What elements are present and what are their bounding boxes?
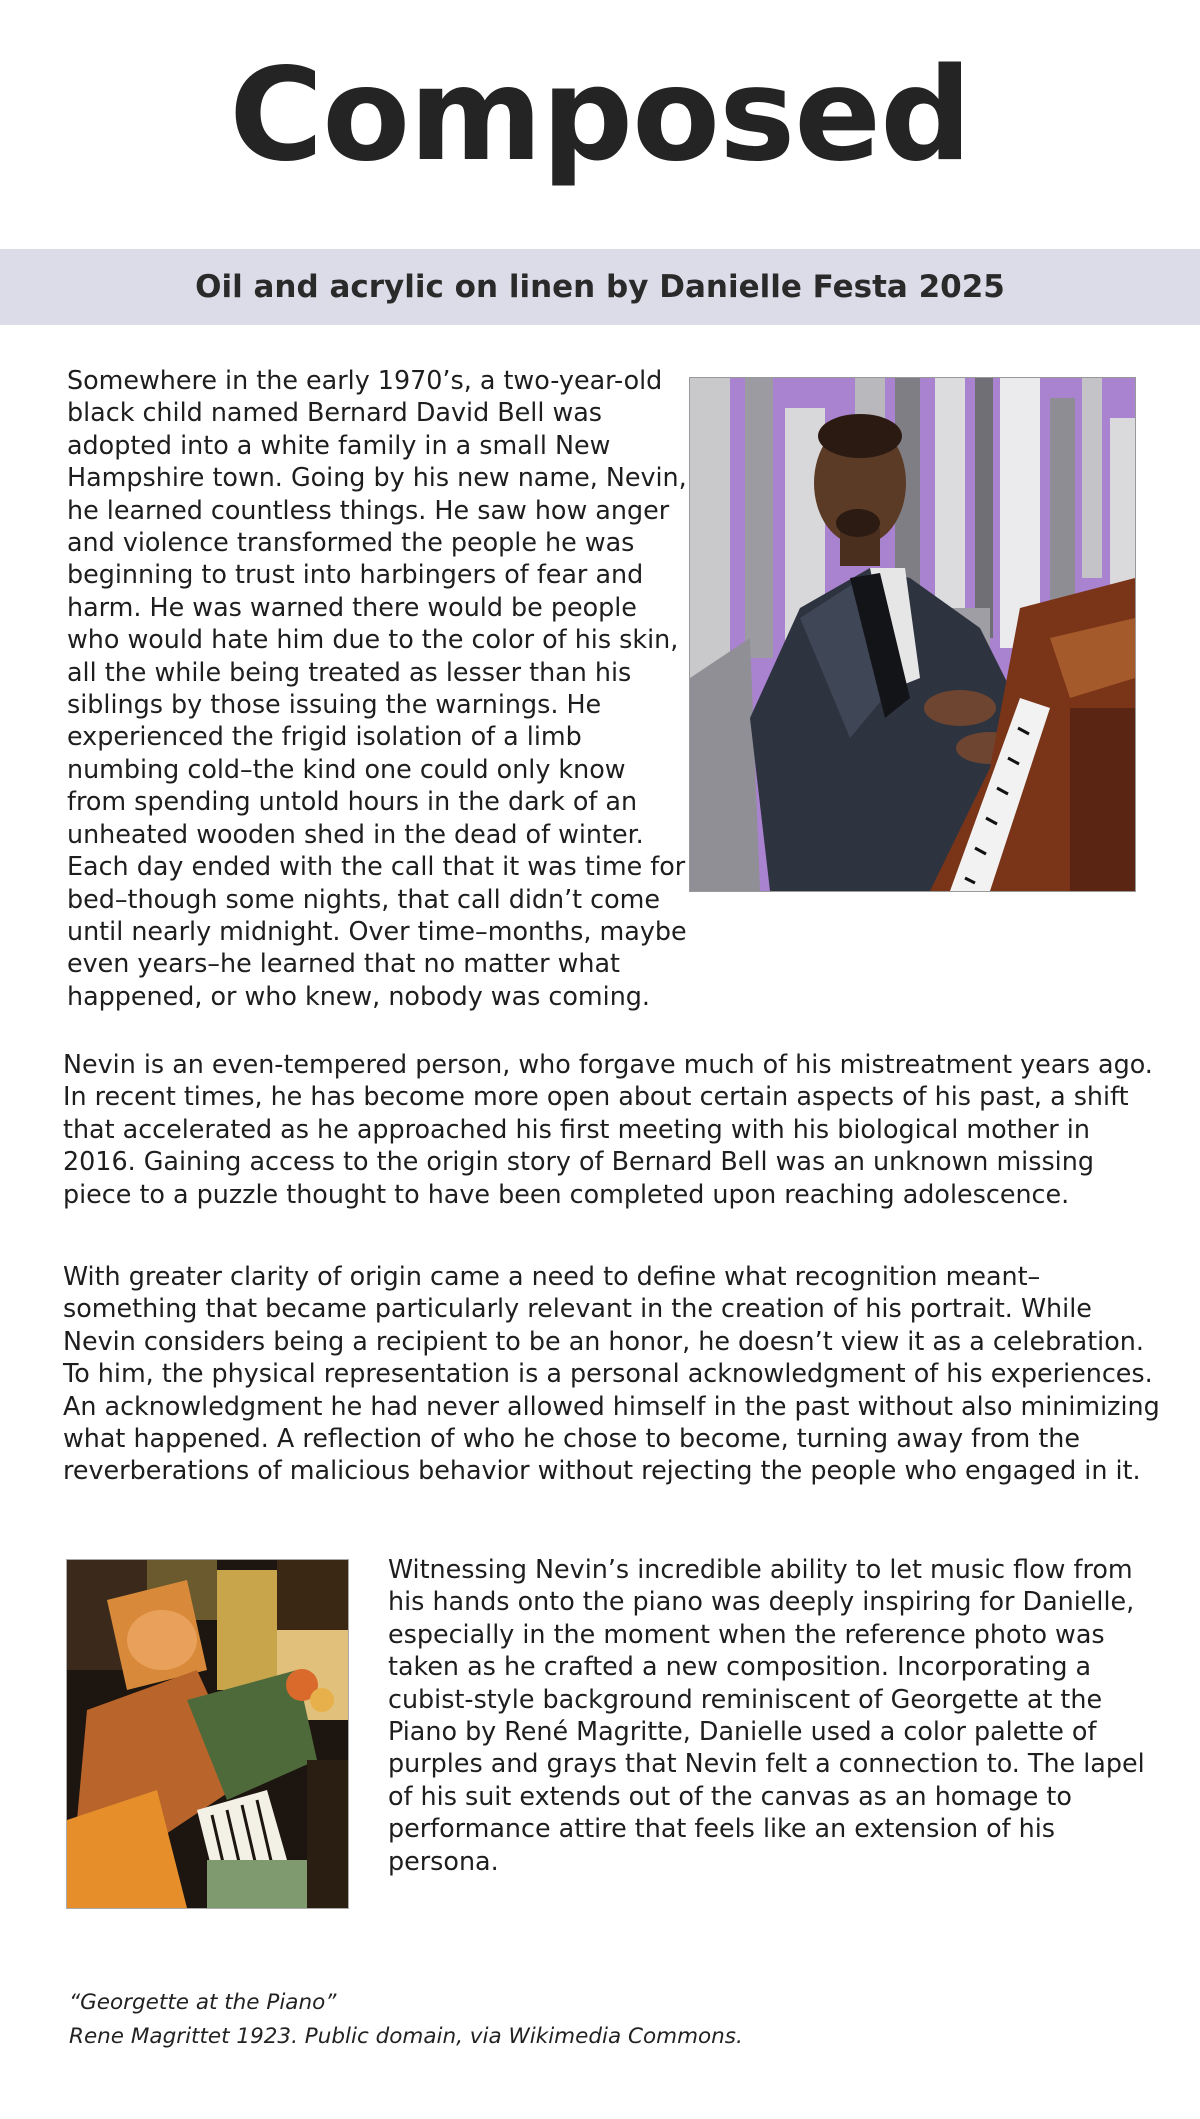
page-title: Composed: [229, 41, 971, 190]
paragraph-inspiration: Witnessing Nevin’s incredible ability to let music flow from his hands onto the piano was deeply inspiring for Danielle, especially in the moment when the reference photo was taken as he crafted a new composition. Incorporating a cubist-style background reminiscent of Georgette at the Piano by René Magritte, Danielle used a color palette of purples and grays that Nevin felt a connection to. The lapel of his suit extends out of the canvas as an homage to performance attire that feels like an extension of his persona.: [388, 1554, 1145, 1876]
subtitle: Oil and acrylic on linen by Danielle Festa 2025: [195, 269, 1005, 305]
caption-title: “Georgette at the Piano”: [69, 1990, 337, 2015]
image-caption: [69, 1986, 743, 2054]
subtitle-banner: [0, 249, 1200, 325]
georgette-at-the-piano-image: [66, 1559, 349, 1909]
portrait-painting-image: [689, 377, 1136, 892]
paragraph-origin: Somewhere in the early 1970’s, a two-year-old black child named Bernard David Bell was adopted into a white family in a small New Hampshire town. Going by his new name, Nevin, he learned countless things. He saw how anger and violence transformed the people he was beginning to trust into harbingers of fear and harm. He was warned there would be people who would hate him due to the color of his skin, all the while being treated as lesser than his siblings by those issuing the warnings. He experienced the frigid isolation of a limb numbing cold–the kind one could only know from spending untold hours in the dark of an unheated wooden shed in the dead of winter. Each day ended with the call that it was time for bed–though some nights, that call didn’t come until nearly midnight. Over time–months, maybe even years–he learned that no matter what happened, or who knew, nobody was coming.: [67, 365, 687, 1011]
caption-credit: Rene Magrittet 1923. Public domain, via Wikimedia Commons.: [69, 2024, 743, 2049]
paragraph-recognition: With greater clarity of origin came a need to define what recognition meant–something that became particularly relevant in the creation of his portrait. While Nevin considers being a recipient to be an honor, he doesn’t view it as a celebration. To him, the physical representation is a personal acknowledgment of his experiences. An acknowledgment he had never allowed himself in the past without also minimizing what happened. A reflection of who he chose to become, turning away from the reverberations of malicious behavior without rejecting the people who engaged in it.: [63, 1261, 1160, 1486]
paragraph-forgiveness: Nevin is an even-tempered person, who forgave much of his mistreatment years ago. In recent times, he has become more open about certain aspects of his past, a shift that accelerated as he approached his first meeting with his biological mother in 2016. Gaining access to the origin story of Bernard Bell was an unknown missing piece to a puzzle thought to have been completed upon reaching adolescence.: [63, 1049, 1153, 1209]
